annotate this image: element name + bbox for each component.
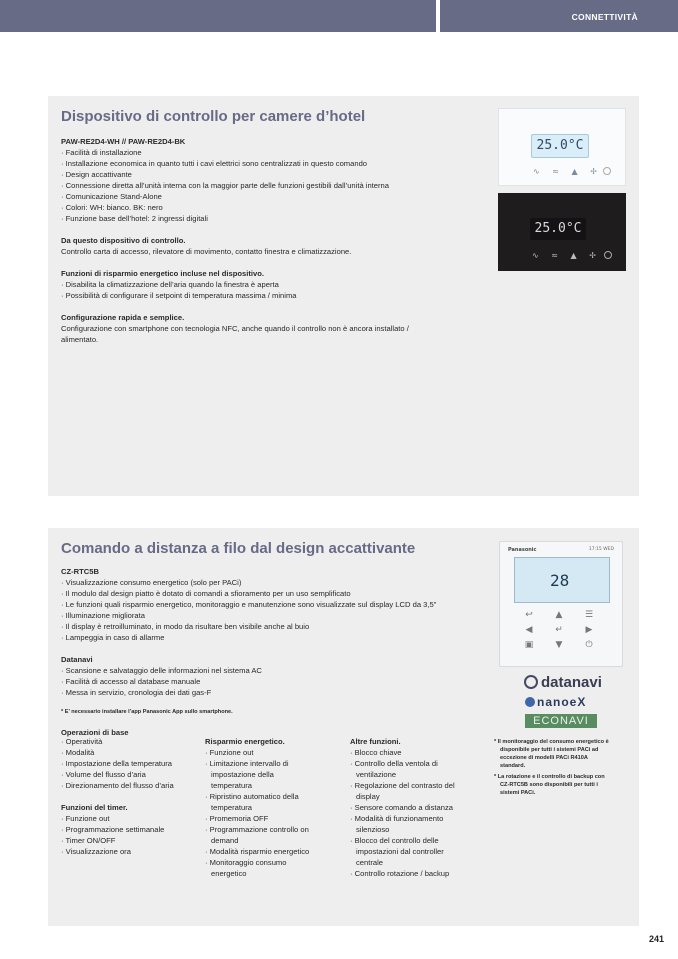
- nanoe-logo-icon: [525, 697, 535, 707]
- enter-icon: ↵: [555, 625, 563, 635]
- other-item: · Modalità di funzionamento: [350, 814, 444, 823]
- nanoe-logo-text: nanoeX: [537, 695, 587, 709]
- other-item: impostazioni dal controller: [356, 847, 444, 856]
- panel2-body: [61, 566, 491, 698]
- remote-brand: Panasonic: [508, 547, 537, 553]
- footnote-line: * Il monitoraggio del consumo energetico è: [494, 739, 609, 745]
- footnote-line: CZ-RTC5B sono disponibili per tutti i: [500, 782, 598, 788]
- datanavi-item: · Messa in servizio, cronologia dei dati gas-F: [61, 688, 212, 697]
- energy-saving-column: [205, 736, 345, 879]
- footnote-line: eccezione di modelli PACi R410A: [500, 755, 588, 761]
- remote-screen: [514, 557, 610, 603]
- basic-ops-item: · Volume del flusso d’aria: [61, 770, 146, 779]
- header-bar-left: [0, 0, 436, 32]
- energy-item: · Limitazione intervallo di: [205, 759, 289, 768]
- footnote-line: disponibile per tutti i sistemi PACi ad: [500, 747, 599, 753]
- config-text: Configurazione con smartphone con tecnologia NFC, anche quando il controllo non è ancora installato /: [61, 324, 409, 333]
- panel1-feature: · Funzione base dell’hotel: 2 ingressi digitali: [61, 214, 208, 223]
- energy-item: demand: [211, 836, 239, 845]
- panel2-model: CZ-RTC5B: [61, 567, 99, 576]
- other-item: ventilazione: [356, 770, 397, 779]
- section-label: CONNETTIVITÀ: [571, 12, 638, 22]
- timer-item: · Funzione out: [61, 814, 110, 823]
- panel2-title: Comando a distanza a filo dal design accattivante: [61, 540, 416, 557]
- config-text: alimentato.: [61, 335, 99, 344]
- datanavi-logo-icon: [524, 675, 538, 689]
- timer-item: · Programmazione settimanale: [61, 825, 165, 834]
- timer-item: · Visualizzazione ora: [61, 847, 131, 856]
- basic-ops-item: · Modalità: [61, 748, 95, 757]
- energy-heading: Risparmio energetico.: [205, 737, 285, 746]
- energy-item: temperatura: [211, 781, 252, 790]
- power-icon: [603, 167, 611, 175]
- right-arrow-icon: ▶: [585, 625, 593, 635]
- power-icon: [604, 251, 612, 259]
- other-item: · Blocco del controllo delle: [350, 836, 439, 845]
- remote-controller-image: [499, 541, 623, 667]
- other-item: · Controllo rotazione / backup: [350, 869, 450, 878]
- other-item: silenzioso: [356, 825, 390, 834]
- nanoe-logo: [525, 695, 586, 709]
- app-note: * E’ necessario installare l’app Panasonic App sullo smartphone.: [61, 709, 233, 715]
- panel1-feature: · Installazione economica in quanto tutti i cavi elettrici sono centralizzati in questo comando: [61, 159, 368, 168]
- other-item: · Controllo della ventola di: [350, 759, 438, 768]
- panel1-feature: · Facilità di installazione: [61, 148, 142, 157]
- other-item: · Blocco chiave: [350, 748, 402, 757]
- black-controller-image: [498, 193, 626, 271]
- header-bar-right: [440, 0, 678, 32]
- other-item: · Sensore comando a distanza: [350, 803, 453, 812]
- other-item: display: [356, 792, 380, 801]
- footnote-line: sistemi PACi.: [500, 790, 536, 796]
- up-arrow-icon: ▲: [555, 610, 563, 620]
- footnote-line: * La rotazione e il controllo di backup con: [494, 774, 605, 780]
- saving-heading: Funzioni di risparmio energetico incluse nel dispositivo.: [61, 269, 264, 278]
- saving-item: · Disabilita la climatizzazione dell’aria quando la finestra è aperta: [61, 280, 279, 289]
- panel1-feature: · Comunicazione Stand-Alone: [61, 192, 162, 201]
- panel1-title: Dispositivo di controllo per camere d’hotel: [61, 108, 366, 125]
- remote-buttons: [514, 608, 610, 653]
- basic-ops-item: · Impostazione della temperatura: [61, 759, 173, 768]
- energy-item: · Monitoraggio consumo: [205, 858, 287, 867]
- panel1-feature: · Design accattivante: [61, 170, 132, 179]
- timer-heading: Funzioni del timer.: [61, 803, 128, 812]
- energy-item: · Programmazione controllo on: [205, 825, 309, 834]
- energy-item: · Promemoria OFF: [205, 814, 269, 823]
- panel2-feature: · Illuminazione migliorata: [61, 611, 145, 620]
- datanavi-logo-text: datanavi: [541, 674, 602, 691]
- other-functions-column: [350, 736, 490, 879]
- settings-icon: ▣: [524, 640, 534, 650]
- panel2-feature: · Lampeggia in caso di allarme: [61, 633, 165, 642]
- footnote-rotation: [494, 773, 626, 797]
- mode-icons: ∿ ≈ ▲ ✢: [533, 167, 602, 176]
- panel2-feature: · Il modulo dal design piatto è dotato di comandi a sfioramento per un uso semplificato: [61, 589, 351, 598]
- energy-item: · Ripristino automatico della: [205, 792, 299, 801]
- white-lcd-temp: 25.0°C: [531, 134, 589, 158]
- panel2-feature: · Visualizzazione consumo energetico (solo per PACi): [61, 578, 242, 587]
- datanavi-item: · Facilità di accesso al database manuale: [61, 677, 201, 686]
- mode-icons: ∿ ≈ ▲ ✢: [532, 251, 601, 260]
- timer-item: · Timer ON/OFF: [61, 836, 116, 845]
- wired-remote-panel: [48, 528, 639, 926]
- page-number: 241: [648, 934, 664, 944]
- control-text: Controllo carta di accesso, rilevatore di movimento, contatto finestra e climatizzazione.: [61, 247, 352, 256]
- basic-ops-column: [61, 729, 201, 857]
- panel1-feature: · Connessione diretta all’unità interna con la maggior parte delle funzioni gestibili dall’unità interna: [61, 181, 389, 190]
- panel2-feature: · Il display è retroilluminato, in modo da risultare ben visibile anche al buio: [61, 622, 310, 631]
- energy-item: impostazione della: [211, 770, 274, 779]
- remote-temp: 28: [550, 571, 570, 590]
- energy-item: · Modalità risparmio energetico: [205, 847, 310, 856]
- control-heading: Da questo dispositivo di controllo.: [61, 236, 186, 245]
- basic-ops-item: · Direzionamento del flusso d’aria: [61, 781, 174, 790]
- datanavi-logo: [524, 674, 602, 691]
- saving-item: · Possibilità di configurare il setpoint di temperatura massima / minima: [61, 291, 297, 300]
- other-heading: Altre funzioni.: [350, 737, 401, 746]
- remote-time: 17:15 WED: [588, 547, 614, 552]
- basic-ops-heading: Operazioni di base: [61, 728, 129, 737]
- panel1-feature: · Colori: WH: bianco. BK: nero: [61, 203, 163, 212]
- panel1-body: [61, 136, 491, 345]
- black-lcd-temp: 25.0°C: [530, 218, 586, 240]
- white-controller-image: [498, 108, 626, 186]
- menu-icon: ☰: [584, 610, 594, 620]
- panel2-feature: · Le funzioni quali risparmio energetico, monitoraggio e manutenzione sono visualizzate sul display LCD da 3,5”: [61, 600, 437, 609]
- energy-item: · Funzione out: [205, 748, 254, 757]
- basic-ops-item: · Operatività: [61, 737, 103, 746]
- down-arrow-icon: ▼: [555, 640, 563, 650]
- left-arrow-icon: ◀: [525, 625, 533, 635]
- panel1-model: PAW-RE2D4-WH // PAW-RE2D4-BK: [61, 137, 186, 146]
- hotel-controller-panel: [48, 96, 639, 496]
- back-icon: ↩: [525, 610, 533, 620]
- footnote-line: standard.: [500, 763, 526, 769]
- config-heading: Configurazione rapida e semplice.: [61, 313, 185, 322]
- econavi-logo: ECONAVI: [525, 714, 597, 728]
- datanavi-heading: Datanavi: [61, 655, 93, 664]
- power-icon: ⏻: [585, 640, 593, 650]
- other-item: centrale: [356, 858, 384, 867]
- footnote-energy: [494, 738, 626, 770]
- energy-item: energetico: [211, 869, 247, 878]
- energy-item: temperatura: [211, 803, 252, 812]
- other-item: · Regolazione del contrasto del: [350, 781, 455, 790]
- datanavi-item: · Scansione e salvataggio delle informazioni nel sistema AC: [61, 666, 262, 675]
